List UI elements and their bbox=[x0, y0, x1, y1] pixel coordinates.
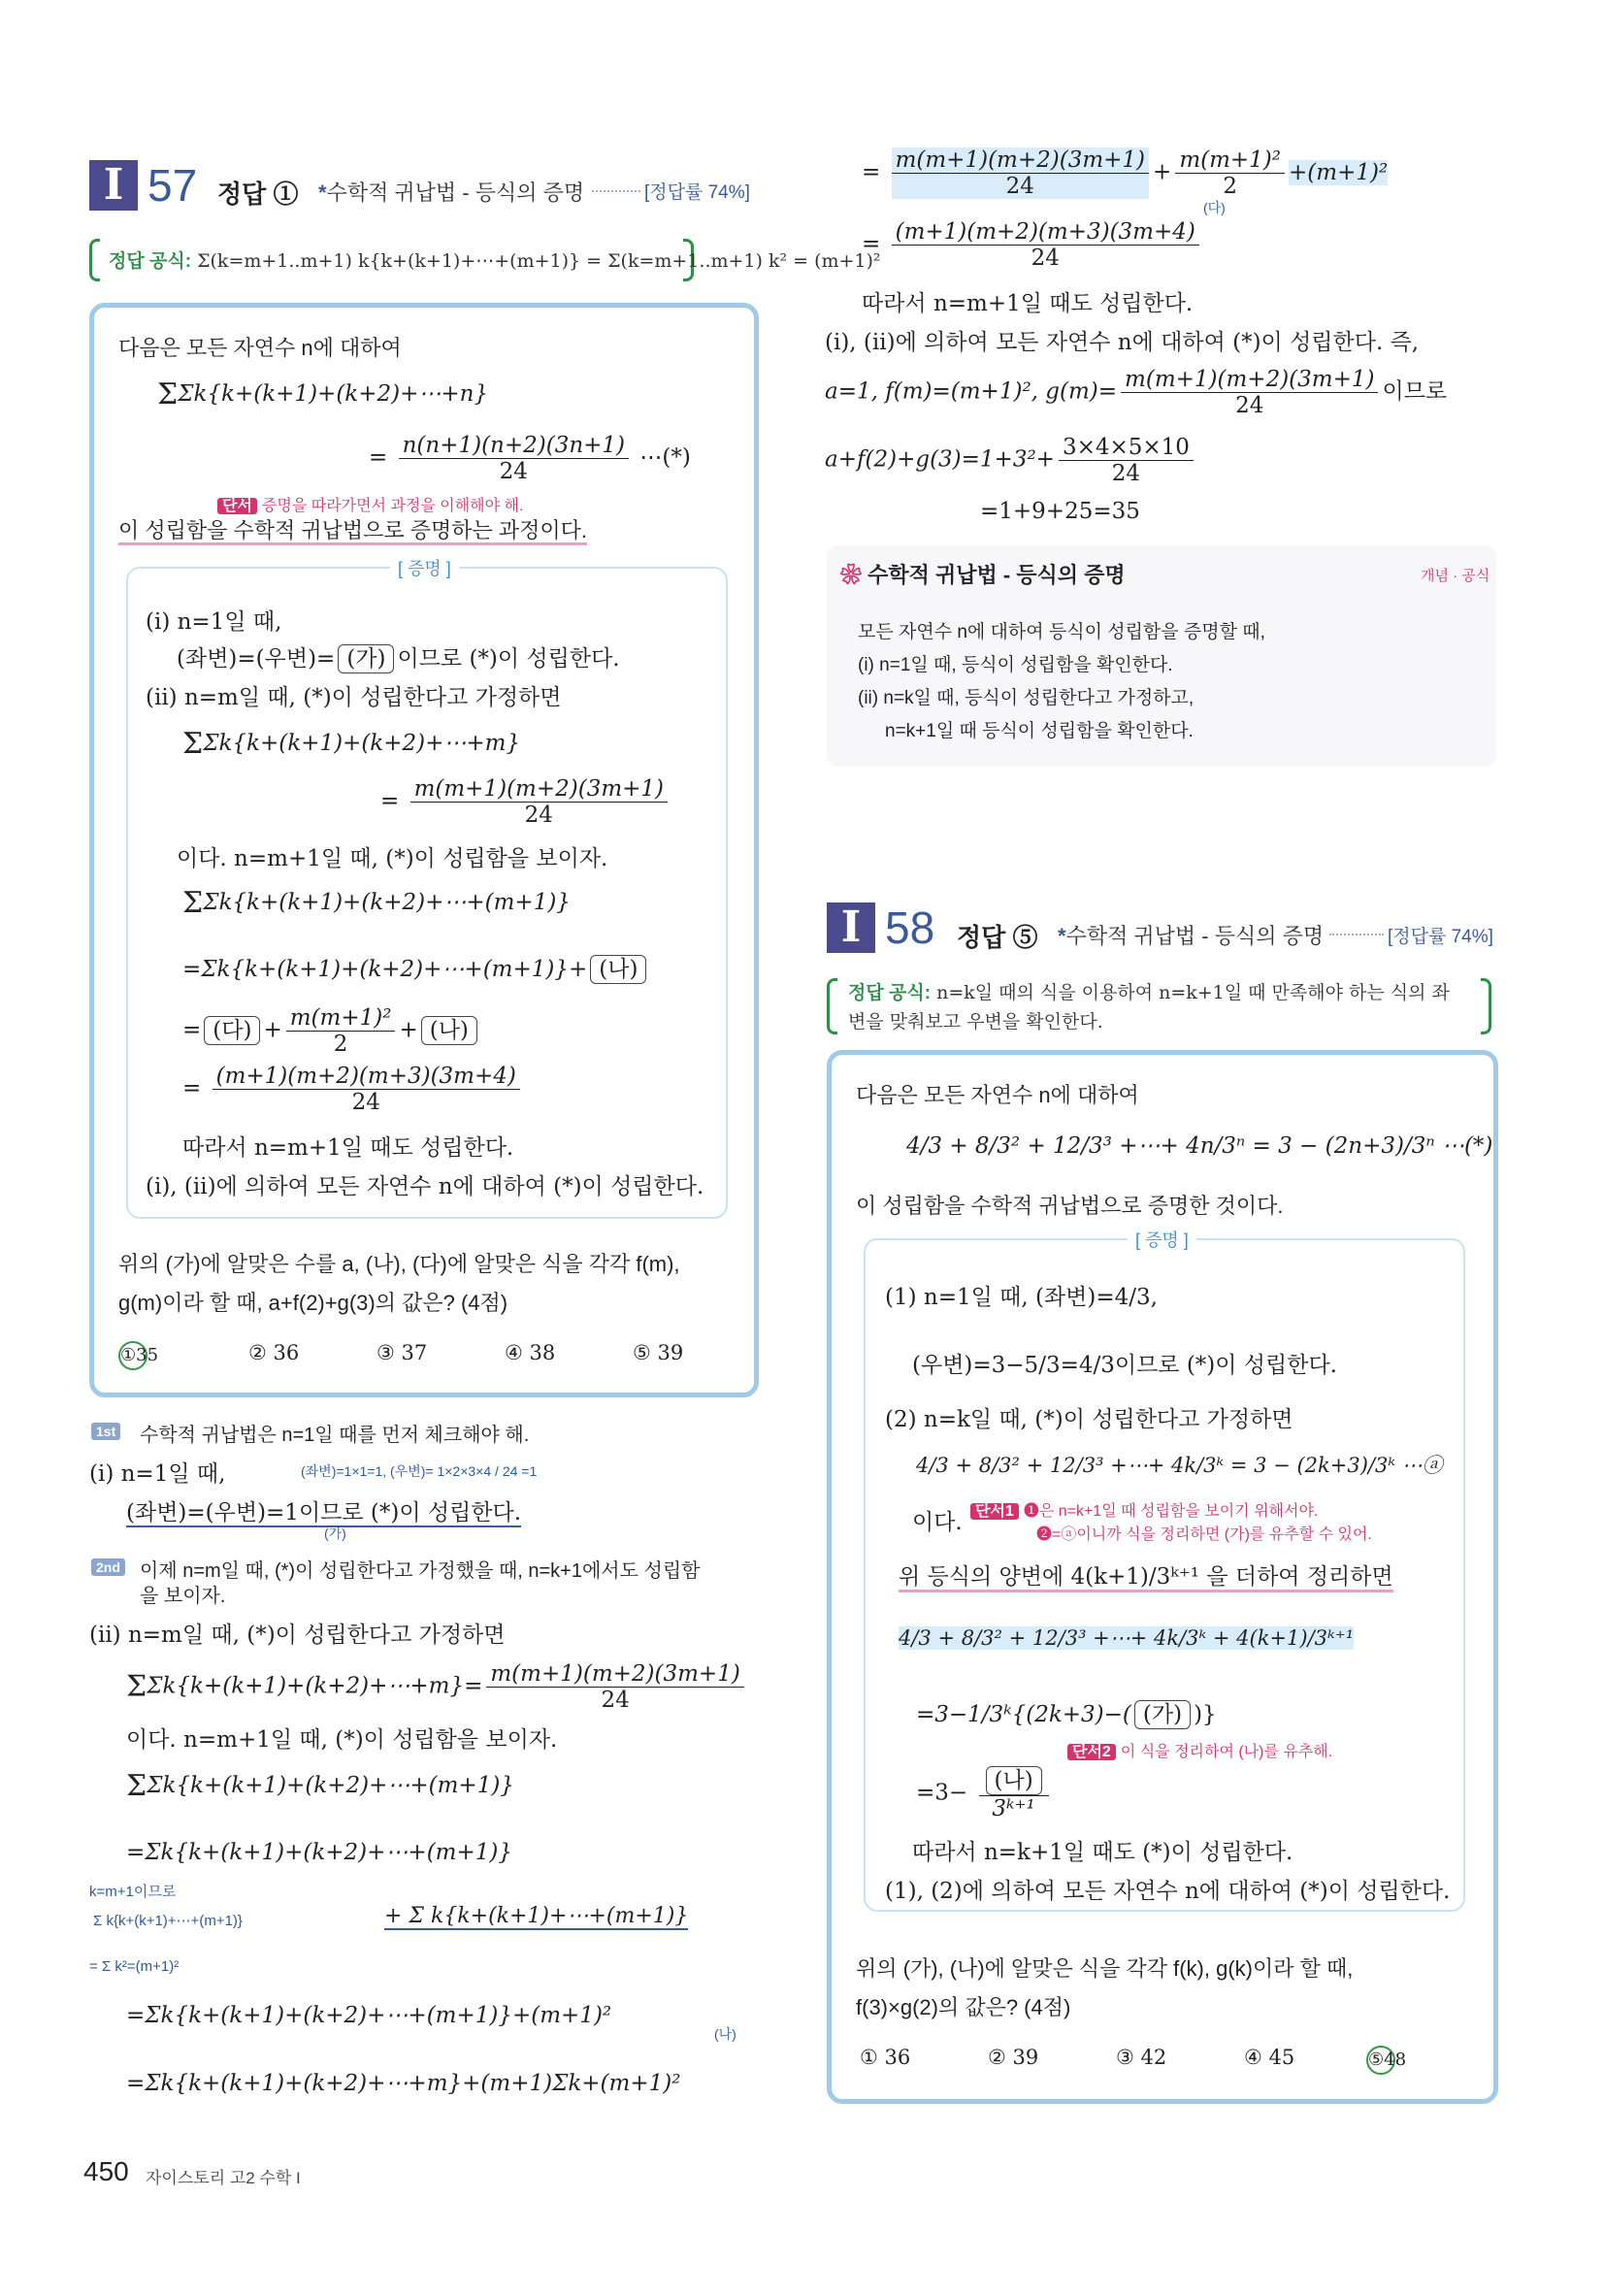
q57-intro: 다음은 모든 자연수 n에 대하여 bbox=[118, 336, 402, 360]
step-2-text-b: 을 보이자. bbox=[140, 1586, 226, 1607]
sol-s1b: (좌변)=(우변)=1이므로 (*)이 성립한다. bbox=[126, 1500, 522, 1525]
r-line-6: a+f(2)+g(3)=1+3²+ $\frac{3\times 4\times 5\times 10}{24}$ bbox=[825, 435, 1197, 486]
formula-57 bbox=[109, 246, 881, 273]
topic-58: *수학적 귀납법 - 등식의 증명 bbox=[1058, 924, 1325, 948]
p58-l3: (2) n=k일 때, (*)이 성립한다고 가정하면 bbox=[885, 1407, 1293, 1432]
q58-eq: 4/3 + 8/3² + 12/3³ +⋯+ 4n/3ⁿ = 3 − (2n+3)/3ⁿ ⋯(*) bbox=[906, 1133, 1493, 1159]
hint-58-1b: ❷=ⓐ이니까 식을 정리하면 (가)를 유추할 수 있어. bbox=[1036, 1526, 1372, 1543]
p57-l10: = $\frac{(m+1)(m+2)(m+3)(3m+4)}{24}$ bbox=[182, 1064, 524, 1115]
proof-title-58: [ 증명 ] bbox=[1128, 1227, 1196, 1252]
concept-l1: 모든 자연수 n에 대하여 등식이 성립함을 증명할 때, bbox=[858, 622, 1265, 642]
page-number: 450 bbox=[83, 2156, 129, 2186]
q58-outro: 이 성립함을 수학적 귀납법으로 증명한 것이다. bbox=[856, 1194, 1284, 1218]
formula-58-l2: 변을 맞춰보고 우변을 확인한다. bbox=[848, 1011, 1103, 1033]
choice-58-4[interactable]: ④ 45 bbox=[1244, 2046, 1295, 2069]
sol-s2g: =Σk{k+(k+1)+(k+2)+⋯+m}+(m+1)Σk+(m+1)² bbox=[126, 2071, 681, 2096]
q58-question1: 위의 (가), (나)에 알맞은 식을 각각 f(k), g(k)이라 할 때, bbox=[856, 1956, 1354, 1981]
sol-s2b: ΣΣk{k+(k+1)+(k+2)+⋯+m}= $\frac{m(m+1)(m+2)(3m+1)}{24}$ bbox=[126, 1661, 748, 1713]
q57-eq1-fraction: $\frac{n(n+1)(n+2)(3n+1)}{24}$ bbox=[399, 433, 629, 484]
p58-l1: (1) n=1일 때, (좌변)=4/3, bbox=[885, 1285, 1158, 1310]
p58-l8: =3−1/3ᵏ{(2k+3)−( (가) )} bbox=[916, 1702, 1217, 1727]
problem-number-58: 58 bbox=[885, 902, 935, 953]
p57-l11: 따라서 n=m+1일 때도 성립한다. bbox=[182, 1135, 514, 1161]
sol-s1-note: (좌변)=1×1=1, (우변)= 1×2×3×4 / 24 =1 bbox=[301, 1463, 538, 1479]
p58-l5: 이다. bbox=[912, 1510, 963, 1535]
formula-58-l1: 정답 공식: n=k일 때의 식을 이용하여 n=k+1일 때 만족해야 하는 식의 좌 bbox=[848, 982, 1450, 1003]
step-tag-2nd: 2nd bbox=[91, 1558, 125, 1576]
answer-label-57: 정답 ① bbox=[217, 180, 299, 209]
hint-57: 단서 증명을 따라가면서 과정을 이해해야 해. bbox=[217, 493, 523, 515]
sol-s2e: =Σk{k+(k+1)+(k+2)+⋯+(m+1)} bbox=[126, 1840, 512, 1865]
r-line-4: (i), (ii)에 의하여 모든 자연수 n에 대하여 (*)이 성립한다. 즉, bbox=[825, 330, 1420, 355]
r-line-1: = $\frac{m(m+1)(m+2)(3m+1)}{24}$ + $\frac{\text{m(m+1)²}}{2}$ +(m+1)² bbox=[862, 148, 1389, 199]
concept-l2: (i) n=1일 때, 등식이 성립함을 확인한다. bbox=[858, 655, 1173, 675]
sol-note-4: = Σ k²=(m+1)² bbox=[89, 1958, 180, 1975]
p58-l9: =3− $\frac{\text{(나)}}{\text{3ᵏ⁺¹}}$ bbox=[916, 1766, 1053, 1821]
hint-58-1a: 단서1 ❶은 n=k+1일 때 성립함을 보이기 위해서야. bbox=[970, 1498, 1318, 1521]
q57-eq1: ΣΣk{k+(k+1)+(k+2)+⋯+n} bbox=[157, 377, 489, 411]
q57-question1: 위의 (가)에 알맞은 수를 a, (나), (다)에 알맞은 식을 각각 f(m), bbox=[118, 1252, 680, 1276]
q58-question2: f(3)×g(2)의 값은? (4점) bbox=[856, 1995, 1071, 2019]
choice-58-1[interactable]: ① 36 bbox=[860, 2046, 911, 2069]
step-1-text: 수학적 귀납법은 n=1일 때를 먼저 체크해야 해. bbox=[140, 1425, 530, 1446]
choice-57-2[interactable]: ② 36 bbox=[248, 1341, 300, 1364]
choice-58-5[interactable]: ⑤48 bbox=[1366, 2046, 1395, 2075]
answer-label-58: 정답 ⑤ bbox=[957, 923, 1038, 952]
p57-l4: ΣΣk{k+(k+1)+(k+2)+⋯+m} bbox=[182, 727, 521, 761]
p57-l9: = (다) + $\frac{\text{m(m+1)²}}{2}$ + (나) bbox=[182, 1005, 480, 1057]
p58-l10: 따라서 n=k+1일 때도 (*)이 성립한다. bbox=[912, 1840, 1293, 1865]
blank-ga-box-58: (가) bbox=[1134, 1700, 1191, 1729]
p57-l6: 이다. n=m+1일 때, (*)이 성립함을 보이자. bbox=[177, 846, 608, 871]
p57-l3: (ii) n=m일 때, (*)이 성립한다고 가정하면 bbox=[146, 685, 562, 710]
formula-bracket-left-57 bbox=[89, 239, 100, 281]
formula-label-58: 정답 공식: bbox=[848, 983, 932, 1003]
p57-l8: =Σk{k+(k+1)+(k+2)+⋯+(m+1)}+ (나) bbox=[182, 955, 649, 984]
concept-title: ❀ 수학적 귀납법 - 등식의 증명 bbox=[840, 563, 1126, 587]
r-line-2: = $\frac{(m+1)(m+2)(m+3)(3m+4)}{24}$ bbox=[862, 219, 1203, 271]
p58-l7: 4/3 + 8/3² + 12/3³ +⋯+ 4k/3ᵏ + 4(k+1)/3ᵏ⁺¹ bbox=[899, 1626, 1355, 1650]
p57-l12: (i), (ii)에 의하여 모든 자연수 n에 대하여 (*)이 성립한다. bbox=[146, 1174, 704, 1199]
choice-57-1[interactable]: ①35 bbox=[118, 1341, 147, 1370]
formula-bracket-left-58 bbox=[827, 978, 837, 1034]
dots-57 bbox=[592, 190, 640, 192]
p58-l4: 4/3 + 8/3² + 12/3³ +⋯+ 4k/3ᵏ = 3 − (2k+3)/3ᵏ ⋯ⓐ bbox=[916, 1454, 1443, 1477]
p58-l11: (1), (2)에 의하여 모든 자연수 n에 대하여 (*)이 성립한다. bbox=[885, 1879, 1451, 1904]
q58-intro: 다음은 모든 자연수 n에 대하여 bbox=[856, 1083, 1139, 1107]
blank-na-box-58: (나) bbox=[986, 1766, 1042, 1795]
blank-da-box: (다) bbox=[204, 1016, 260, 1045]
hint-58-2: 단서2 이 식을 정리하여 (나)를 유추해. bbox=[1067, 1739, 1332, 1761]
concept-l4: n=k+1일 때 등식이 성립함을 확인한다. bbox=[885, 721, 1194, 741]
q57-outro: 이 성립함을 수학적 귀납법으로 증명하는 과정이다. bbox=[118, 514, 587, 544]
sol-s2d: ΣΣk{k+(k+1)+(k+2)+⋯+(m+1)} bbox=[126, 1769, 514, 1803]
p57-l2: (좌변)=(우변)= (가) 이므로 (*)이 성립한다. bbox=[177, 646, 620, 672]
p57-l1: (i) n=1일 때, bbox=[146, 609, 282, 635]
choice-58-3[interactable]: ③ 42 bbox=[1116, 2046, 1167, 2069]
rate-57: [정답률 74%] bbox=[644, 182, 750, 203]
formula-bracket-right-58 bbox=[1481, 978, 1491, 1034]
proof-title-57: [ 증명 ] bbox=[390, 555, 459, 580]
sol-s2a: (ii) n=m일 때, (*)이 성립한다고 가정하면 bbox=[89, 1623, 506, 1648]
q57-question2: g(m)이라 할 때, a+f(2)+g(3)의 값은? (4점) bbox=[118, 1291, 508, 1315]
p57-l7: ΣΣk{k+(k+1)+(k+2)+⋯+(m+1)} bbox=[182, 886, 571, 920]
r1-fraction-1: $\frac{m(m+1)(m+2)(3m+1)}{24}$ bbox=[892, 148, 1149, 199]
sol-s1-ga: (가) bbox=[324, 1525, 346, 1541]
sol-note-1: k=m+1이므로 bbox=[89, 1884, 177, 1900]
r-line-5: a=1, f(m)=(m+1)², g(m)= $\frac{m(m+1)(m+2)(3m+1)}{24}$ 이므로 bbox=[825, 367, 1448, 418]
sol-s2f-na: (나) bbox=[714, 2026, 737, 2042]
section-badge-58: I bbox=[827, 902, 875, 953]
choice-57-4[interactable]: ④ 38 bbox=[505, 1341, 556, 1364]
sol-s1a: (i) n=1일 때, bbox=[89, 1461, 226, 1487]
p57-l5: = $\frac{m(m+1)(m+2)(3m+1)}{24}$ bbox=[380, 776, 671, 828]
blank-na-box-2: (나) bbox=[421, 1016, 477, 1045]
r1-da-note: (다) bbox=[1203, 200, 1226, 215]
r-line-3: 따라서 n=m+1일 때도 성립한다. bbox=[862, 291, 1194, 316]
concept-l3: (ii) n=k일 때, 등식이 성립한다고 가정하고, bbox=[858, 688, 1195, 708]
section-badge-57: I bbox=[89, 160, 138, 211]
problem-number-57: 57 bbox=[147, 160, 198, 211]
book-title: 자이스토리 고2 수학 I bbox=[146, 2169, 301, 2187]
blank-na-box: (나) bbox=[590, 955, 646, 984]
choice-57-5[interactable]: ⑤ 39 bbox=[633, 1341, 684, 1364]
concept-tag: 개념 · 공식 bbox=[1421, 568, 1490, 584]
formula-body-57: Σ(k=m+1..m+1) k{k+(k+1)+⋯+(m+1)} = Σ(k=m+1..m+1) k² = (m+1)² bbox=[197, 250, 881, 272]
blank-ga-box: (가) bbox=[338, 644, 394, 673]
choice-57-3[interactable]: ③ 37 bbox=[376, 1341, 428, 1364]
topic-57: *수학적 귀납법 - 등식의 증명 bbox=[318, 180, 585, 205]
sol-note-3: + Σ k{k+(k+1)+⋯+(m+1)} bbox=[384, 1904, 689, 1928]
sol-s2c: 이다. n=m+1일 때, (*)이 성립함을 보이자. bbox=[126, 1727, 558, 1753]
p58-l6: 위 등식의 양변에 4(k+1)/3ᵏ⁺¹ 을 더하여 정리하면 bbox=[899, 1558, 1393, 1591]
formula-label-57: 정답 공식: bbox=[109, 251, 192, 272]
r-line-7: =1+9+25=35 bbox=[980, 499, 1140, 524]
dots-58 bbox=[1329, 934, 1384, 935]
sol-note-2: Σ k{k+(k+1)+⋯+(m+1)} bbox=[93, 1913, 243, 1929]
step-tag-1st: 1st bbox=[91, 1423, 120, 1440]
rate-58: [정답률 74%] bbox=[1388, 927, 1493, 947]
sol-s2f: =Σk{k+(k+1)+(k+2)+⋯+(m+1)}+(m+1)² bbox=[126, 2003, 612, 2028]
step-2-text-a: 이제 n=m일 때, (*)이 성립한다고 가정했을 때, n=k+1에서도 성립함 bbox=[140, 1560, 701, 1582]
sigma-symbol: Σ bbox=[157, 377, 179, 411]
choice-58-2[interactable]: ② 39 bbox=[988, 2046, 1039, 2069]
q57-eq1-rhs: = $\frac{n(n+1)(n+2)(3n+1)}{24}$ ⋯(*) bbox=[369, 433, 691, 484]
p58-l2: (우변)=3−5/3=4/3이므로 (*)이 성립한다. bbox=[912, 1353, 1337, 1378]
